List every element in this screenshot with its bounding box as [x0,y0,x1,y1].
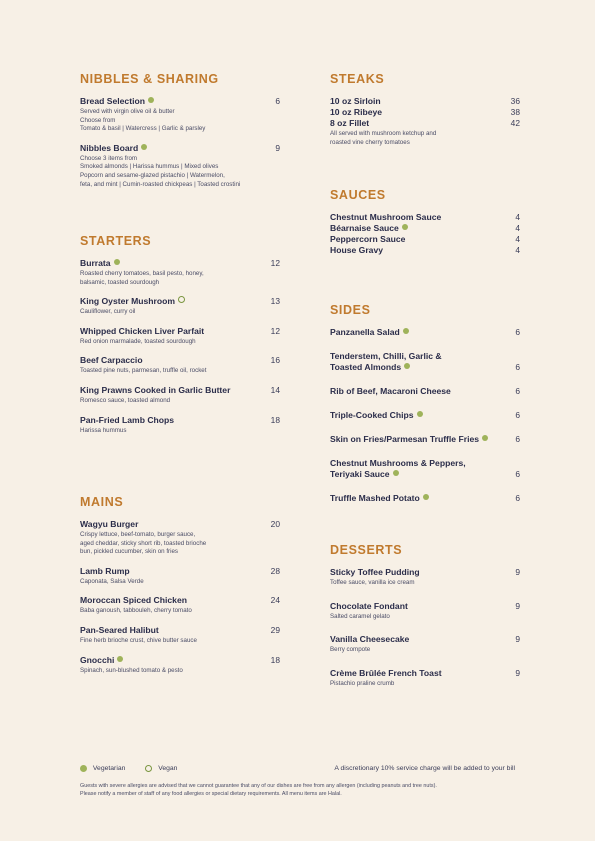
menu-item [80,143,280,189]
vegetarian-icon [148,97,154,103]
item-price: 6 [515,469,520,479]
section-title: SAUCES [330,188,386,202]
item-price: 6 [515,493,520,503]
menu-item [330,410,520,421]
item-name: Lamb Rump [80,565,130,576]
item-price: 4 [515,234,520,244]
item-price: 20 [270,519,280,529]
vegetarian-icon [114,259,120,265]
section-title: DESSERTS [330,543,403,557]
item-description: Roasted cherry tomatoes, basil pesto, honey, balsamic, toasted sourdough [80,270,204,286]
item-price: 16 [270,355,280,366]
item-price: 29 [270,624,280,635]
dietary-legend [80,765,177,772]
mains-section [80,495,280,684]
vegan-icon [178,296,185,303]
menu-item [80,655,280,676]
item-description: Fine herb brioche crust, chive butter sauce [80,636,197,644]
item-price: 12 [270,258,280,268]
item-description: Salted caramel gelato [330,612,390,620]
item-name: King Oyster Mushroom [80,296,176,307]
item-price: 14 [270,384,280,395]
item-price: 4 [515,245,520,255]
menu-item [330,567,520,588]
item-description: Harissa hummus [80,426,127,434]
item-name: Peppercorn Sauce [330,234,406,244]
item-name: 10 oz Ribeye [330,107,383,117]
menu-item [330,668,520,689]
item-name: Truffle Mashed Potato [330,493,420,503]
section-title: MAINS [80,495,124,509]
vegetarian-icon [117,656,123,662]
menu-item [80,258,280,287]
item-name: Tenderstem, Chilli, Garlic & Toasted Almonds [330,351,442,372]
item-name: Sticky Toffee Pudding [330,567,420,577]
item-name: Vanilla Cheesecake [330,634,410,645]
vegetarian-icon [404,363,410,369]
item-price: 9 [515,667,520,678]
item-name: Triple-Cooked Chips [330,410,414,420]
vegetarian-icon [141,144,147,150]
item-price: 42 [510,118,520,128]
menu-item [330,245,520,256]
vegetarian-icon [403,328,409,334]
item-description: Romesco sauce, toasted almond [80,396,171,404]
service-charge-note: A discretionary 10% service charge will be added to your bill [334,765,515,772]
menu-item [330,223,520,234]
menu-item [330,634,520,655]
item-price: 9 [515,600,520,611]
menu-item [330,118,520,147]
menu-item [330,107,520,118]
menu-item [80,296,280,317]
vegan-label: Vegan [158,765,178,772]
menu-item [80,385,280,406]
item-name: 10 oz Sirloin [330,96,381,106]
item-price: 6 [515,386,520,396]
item-description: Crispy lettuce, beef-tomato, burger sauce, aged cheddar, sticky short rib, toasted brioche bun, pickled cucumber, skin on fries [80,531,207,556]
allergy-notice: Guests with severe allergies are advised that we cannot guarantee that any of our dishes are free from any allergen (including peanuts and tree nuts). Please notify a member of staff of any food allergies or special dietary requirements. All menu items are Halal. [80,783,437,797]
item-price: 6 [515,362,520,372]
item-name: Nibbles Board [80,142,139,153]
menu-item [80,355,280,376]
starters-section [80,234,280,444]
item-name: Rib of Beef, Macaroni Cheese [330,386,451,396]
item-description: Toffee sauce, vanilla ice cream [330,579,415,586]
menu-item [80,326,280,347]
item-price: 13 [270,296,280,307]
vegetarian-icon [402,224,408,230]
menu-item [330,351,520,373]
item-price: 18 [270,654,280,665]
menu-item [330,212,520,223]
section-title: NIBBLES & SHARING [80,72,219,86]
vegetarian-icon [80,765,87,772]
menu-item [80,96,280,134]
nibbles-section [80,72,280,198]
item-name: Whipped Chicken Liver Parfait [80,325,205,336]
desserts-section [330,543,520,697]
steaks-section [330,72,520,147]
item-price: 12 [270,325,280,336]
item-name: King Prawns Cooked in Garlic Butter [80,384,231,395]
item-name: Crème Brûlée French Toast [330,667,442,678]
item-name: Burrata [80,258,111,268]
item-name: Gnocchi [80,654,115,665]
section-title: SIDES [330,303,371,317]
item-description: Cauliflower, curry oil [80,308,136,316]
menu-item [80,566,280,587]
item-price: 38 [510,107,520,117]
vegetarian-icon [482,435,488,441]
menu-item [80,595,280,616]
menu-item [330,601,520,622]
item-price: 6 [275,96,280,106]
menu-item [330,96,520,107]
item-description: Baba ganoush, tabbouleh, cherry tomato [80,607,192,615]
menu-item [330,458,520,480]
menu-item [330,386,520,397]
item-price: 6 [515,410,520,420]
item-name: Panzanella Salad [330,327,400,337]
vegan-icon [145,765,152,772]
item-description: Toasted pine nuts, parmesan, truffle oil, rocket [80,367,207,375]
item-name: Skin on Fries/Parmesan Truffle Fries [330,434,480,444]
vegetarian-icon [423,494,429,500]
item-name: Pan-Seared Halibut [80,624,159,635]
item-price: 9 [515,634,520,645]
item-price: 9 [515,567,520,577]
item-description: Served with virgin olive oil & butter Choose from Tomato & basil | Watercress | Garlic & parsley [80,108,206,133]
item-name: Beef Carpaccio [80,355,143,366]
menu-item [80,519,280,557]
item-name: Chocolate Fondant [330,600,408,611]
vegetarian-label: Vegetarian [92,765,126,772]
item-name: 8 oz Fillet [330,118,370,128]
item-description: Red onion marmalade, toasted sourdough [80,337,196,345]
menu-item [80,625,280,646]
sauces-section [330,188,520,256]
section-title: STEAKS [330,72,385,86]
item-price: 24 [270,595,280,606]
item-name: Pan-Fried Lamb Chops [80,414,175,425]
item-description: Berry compote [330,646,371,654]
vegetarian-icon [417,411,423,417]
item-description: Caponata, Salsa Verde [80,577,144,585]
item-name: Moroccan Spiced Chicken [80,595,187,606]
item-name: Chestnut Mushrooms & Peppers, Teriyaki Sauce [330,458,466,479]
menu-item [330,493,520,504]
item-price: 36 [510,96,520,106]
section-title: STARTERS [80,234,152,248]
item-name: Chestnut Mushroom Sauce [330,212,442,222]
item-price: 4 [515,212,520,222]
item-description: Pistachio praline crumb [330,679,395,687]
item-price: 4 [515,223,520,233]
sides-section [330,303,520,513]
menu-item [330,327,520,338]
menu-item [80,415,280,436]
item-price: 6 [515,434,520,444]
menu-item [330,434,520,445]
item-price: 18 [270,414,280,425]
item-price: 6 [515,327,520,337]
item-name: House Gravy [330,245,384,255]
menu-item [330,234,520,245]
item-name: Bread Selection [80,96,145,106]
item-description: Spinach, sun-blushed tomato & pesto [80,666,183,674]
item-price: 9 [275,142,280,153]
item-price: 28 [270,565,280,576]
item-name: Wagyu Burger [80,519,139,529]
item-description: All served with mushroom ketchup and roasted vine cherry tomatoes [330,130,437,146]
item-name: Béarnaise Sauce [330,223,399,233]
item-description: Choose 3 items from Smoked almonds | Harissa hummus | Mixed olives Popcorn and sesame-glazed pistachio | Watermelon, feta, and mint | Cumin-roasted chickpeas | Toasted crostini [80,154,241,188]
vegetarian-icon [393,470,399,476]
